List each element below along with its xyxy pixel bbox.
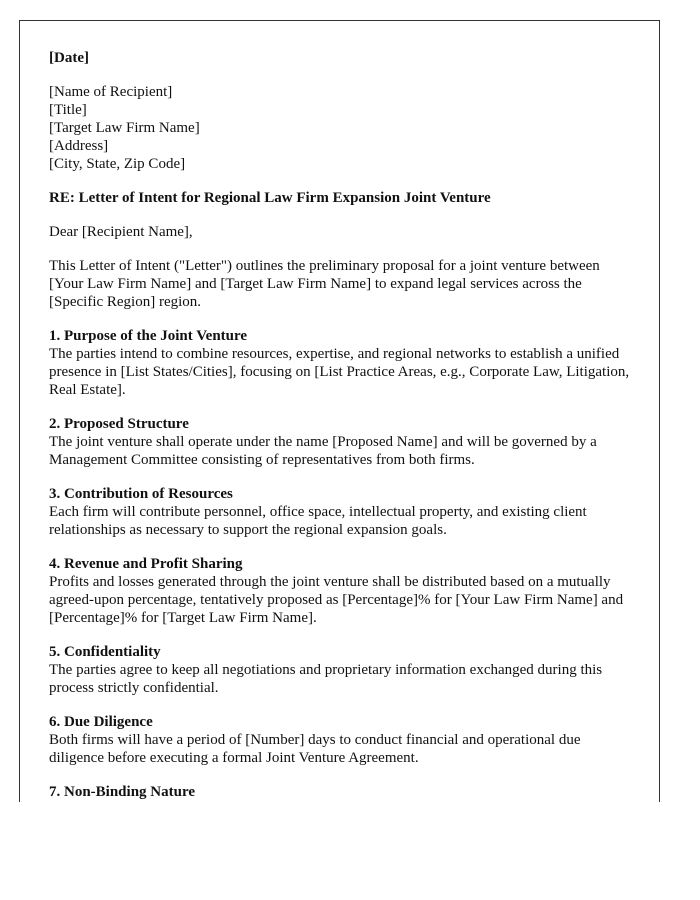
section-title: 7. Non-Binding Nature	[49, 784, 196, 800]
section-due-diligence	[49, 713, 637, 767]
letter-page	[19, 20, 660, 802]
section-body: The parties intend to combine resources, expertise, and regional networks to establish a unified presence in [List States/Cities], focusing on [List Practice Areas, e.g., Corporate Law, Litigation, Real Estate].	[49, 346, 630, 398]
section-body: The parties agree to keep all negotiations and proprietary information exchanged during this process strictly confidential.	[49, 662, 603, 696]
section-structure	[49, 415, 637, 469]
section-title: 1. Purpose of the Joint Venture	[49, 328, 248, 344]
section-purpose	[49, 327, 637, 399]
recipient-address: [Address]	[49, 138, 109, 154]
recipient-city: [City, State, Zip Code]	[49, 156, 186, 172]
section-body: Both firms will have a period of [Number] days to conduct financial and operational due diligence before executing a formal Joint Venture Agreement.	[49, 732, 581, 766]
subject-line: RE: Letter of Intent for Regional Law Firm Expansion Joint Venture	[49, 190, 491, 206]
section-body: The joint venture shall operate under the name [Proposed Name] and will be governed by a Management Committee consisting of representatives from both firms.	[49, 434, 597, 468]
salutation: Dear [Recipient Name],	[49, 224, 193, 240]
intro-paragraph: This Letter of Intent ("Letter") outlines the preliminary proposal for a joint venture between [Your Law Firm Name] and [Target Law Firm Name] to expand legal services across the [Specific Region] region.	[49, 258, 600, 310]
section-non-binding	[49, 783, 637, 801]
section-body: Profits and losses generated through the joint venture shall be distributed based on a mutually agreed-upon percentage, tentatively proposed as [Percentage]% for [Your Law Firm Name] and [Percentage]% for [Target Law Firm Name].	[49, 574, 624, 626]
section-title: 2. Proposed Structure	[49, 416, 189, 432]
letter-date: [Date]	[49, 50, 89, 66]
section-title: 3. Contribution of Resources	[49, 486, 233, 502]
section-contribution	[49, 485, 637, 539]
section-confidentiality	[49, 643, 637, 697]
recipient-firm: [Target Law Firm Name]	[49, 120, 200, 136]
recipient-block	[49, 83, 637, 173]
recipient-title: [Title]	[49, 102, 87, 118]
recipient-name: [Name of Recipient]	[49, 84, 173, 100]
section-title: 4. Revenue and Profit Sharing	[49, 556, 243, 572]
section-title: 5. Confidentiality	[49, 644, 161, 660]
section-title: 6. Due Diligence	[49, 714, 153, 730]
section-revenue	[49, 555, 637, 627]
section-body: Each firm will contribute personnel, office space, intellectual property, and existing client relationships as necessary to support the regional expansion goals.	[49, 504, 587, 538]
